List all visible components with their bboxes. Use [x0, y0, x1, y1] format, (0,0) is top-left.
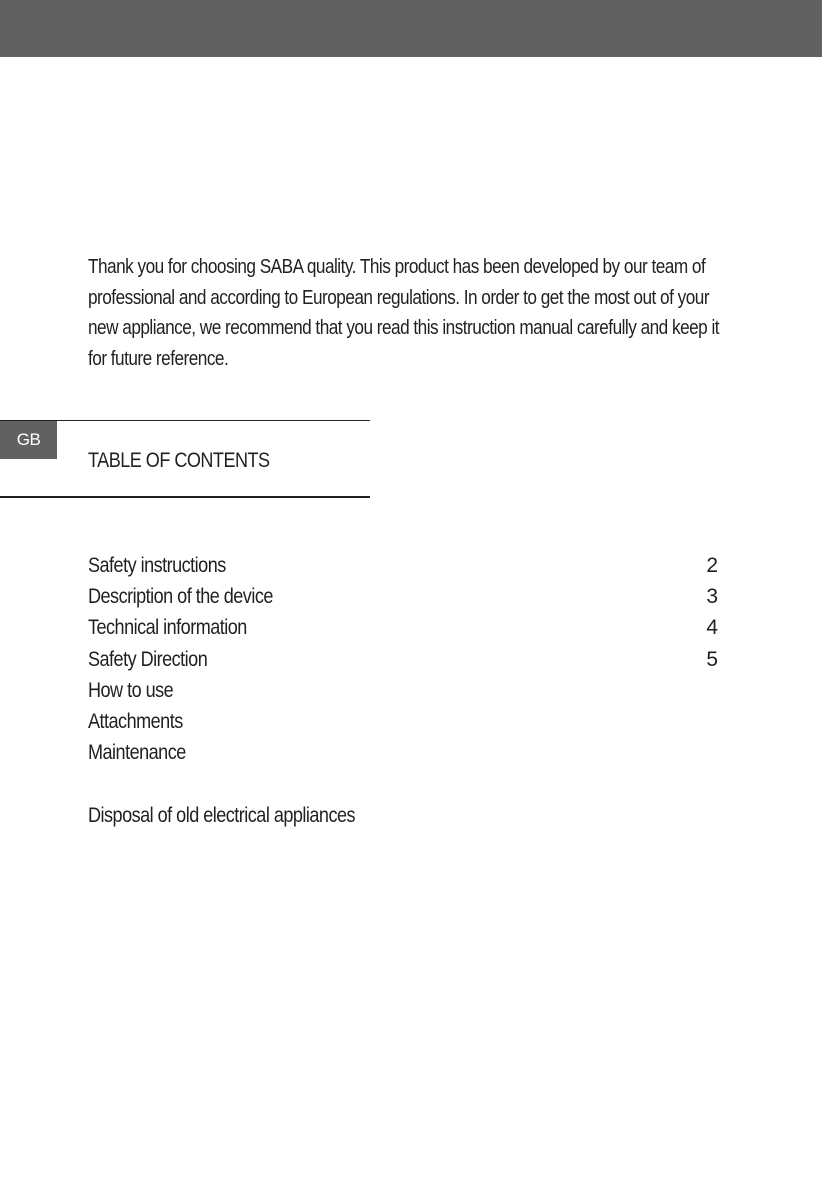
toc-item-maintenance [88, 737, 718, 768]
intro-paragraph: Thank you for choosing SABA quality. This product has been developed by our team of professional and according to European regulations. In order to get the most out of your new appliance, we recommend that you read this instruction manual carefully and keep it for future reference. [88, 256, 720, 370]
toc-item-how-to-use [88, 675, 718, 706]
toc-item-technical-information [88, 612, 718, 643]
toc-item-label: Safety Direction [88, 647, 208, 671]
toc-heading: TABLE OF CONTENTS [88, 449, 270, 472]
toc-item-disposal [88, 800, 718, 831]
language-tab: GB [0, 421, 57, 459]
header-bar [0, 0, 822, 57]
toc-item-description-of-device [88, 581, 718, 612]
toc-item-label: Attachments [88, 709, 183, 733]
toc-item-label: Maintenance [88, 741, 186, 765]
toc-item-label: Safety instructions [88, 554, 226, 577]
toc-divider-bottom [0, 496, 370, 498]
toc-item-page: 3 [706, 585, 718, 609]
toc-item-safety-direction [88, 644, 718, 675]
toc-list [88, 550, 718, 831]
toc-item-label: Disposal of old electrical appliances [88, 803, 356, 827]
toc-item-safety-instructions [88, 550, 718, 581]
toc-item-attachments [88, 706, 718, 737]
toc-item-label: How to use [88, 678, 174, 702]
toc-item-page: 2 [706, 554, 718, 577]
toc-item-page: 5 [706, 647, 718, 671]
toc-item-label: Description of the device [88, 585, 273, 609]
toc-item-page: 4 [706, 616, 718, 640]
toc-item-label: Technical information [88, 616, 247, 640]
